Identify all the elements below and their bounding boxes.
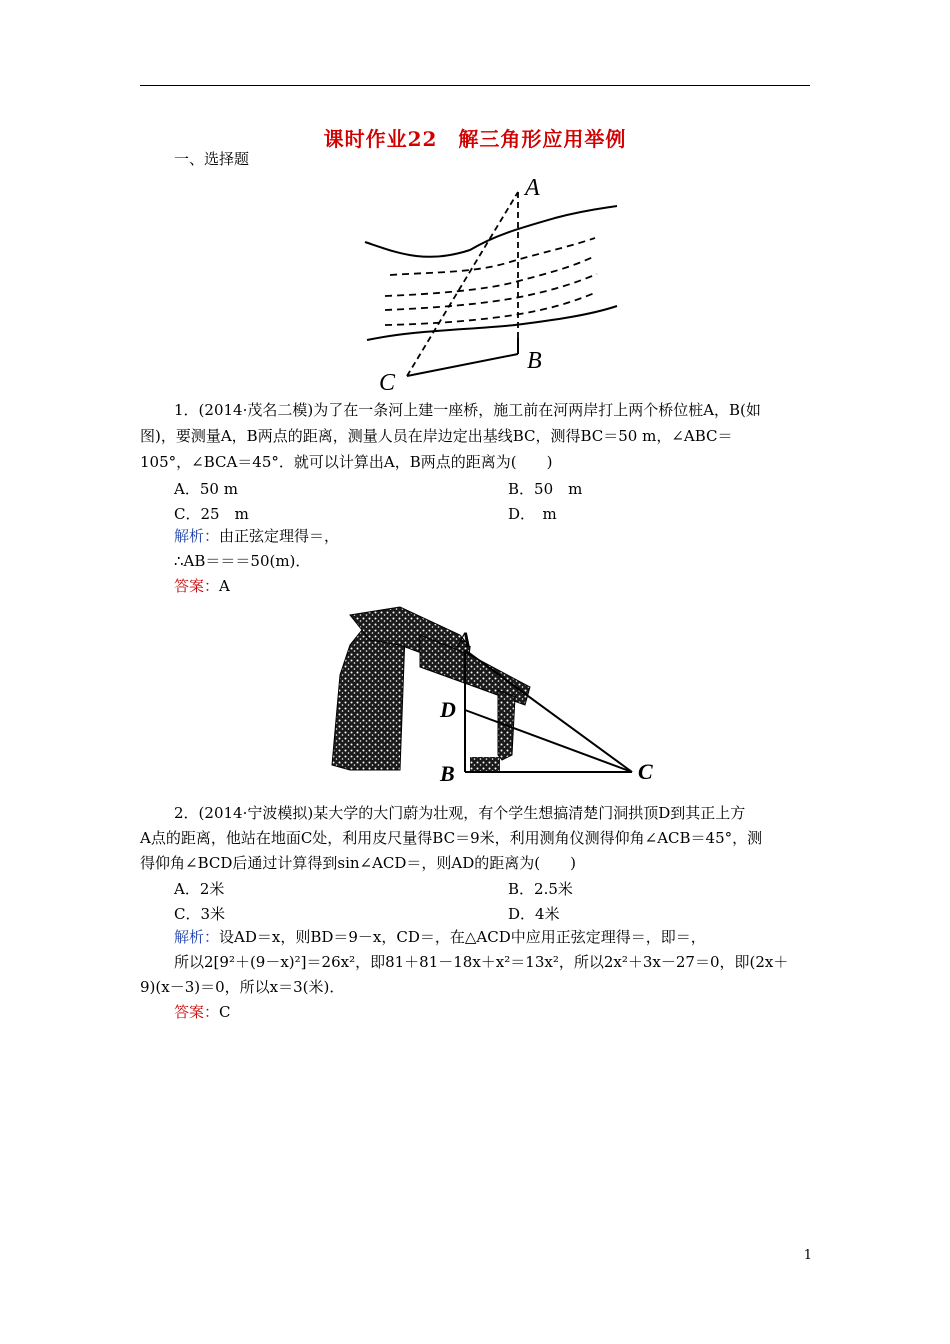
q2-analysis-3: 9)(x－3)＝0，所以x＝3(米)． (140, 978, 345, 996)
q2-analysis-2: 所以2[9²＋(9－x)²]＝26x²，即81＋81－18x＋x²＝13x²，所以2x²＋3x－27＝0，即(2x＋ (174, 953, 789, 971)
fig2-label-c: C (638, 759, 653, 784)
fig2-label-a: A (457, 627, 472, 652)
q1-analysis (174, 524, 339, 548)
q1-line-2: 图)，要测量A，B两点的距离，测量人员在岸边定出基线BC，测得BC＝50 m，∠ABC＝ (140, 427, 733, 445)
q2-answer (174, 1000, 231, 1024)
q1-analysis-2: ∴AB＝＝＝50(m)． (174, 552, 311, 570)
q1-line-1: 1．(2014·茂名二模)为了在一条河上建一座桥，施工前在河两岸打上两个桥位桩A，B(如 (174, 401, 761, 419)
header-rule (140, 85, 810, 86)
fig1-label-a: A (525, 175, 540, 201)
q1-analysis-label: 解析： (174, 527, 220, 545)
fig2-label-d: D (440, 697, 456, 722)
q2-answer-label: 答案： (174, 1003, 220, 1021)
river-bridge-figure (355, 170, 625, 395)
q2-option-d: D．4米 (508, 905, 560, 923)
q2-line-2: A点的距离，他站在地面C处，利用皮尺量得BC＝9米，利用测角仪测得仰角∠ACB＝45°，测 (140, 829, 763, 847)
gate-figure (320, 605, 670, 790)
q2-analysis-text: 设AD＝x，则BD＝9－x，CD＝，在△ACD中应用正弦定理得＝，即＝， (219, 928, 706, 946)
page-title: 课时作业22 解三角形应用举例 (323, 127, 627, 151)
q2-line-1: 2．(2014·宁波模拟)某大学的大门蔚为壮观，有个学生想搞清楚门洞拱顶D到其正上方 (174, 804, 746, 822)
q2-answer-value: C (219, 1003, 231, 1021)
q2-analysis-label: 解析： (174, 928, 220, 946)
q2-option-b: B．2.5米 (508, 880, 573, 898)
q1-answer (174, 574, 230, 598)
section-heading: 一、选择题 (174, 150, 250, 168)
q1-analysis-text: 由正弦定理得＝， (219, 527, 340, 545)
q1-option-b: B．50 m (508, 480, 583, 498)
q1-option-d: D． m (508, 505, 557, 523)
q2-option-c: C．3米 (174, 905, 226, 923)
q1-option-c: C．25 m (174, 505, 249, 523)
fig1-label-c: C (379, 370, 396, 395)
page-number: 1 (803, 1248, 812, 1263)
q1-answer-value: A (219, 577, 230, 595)
q1-option-a: A．50 m (174, 480, 238, 498)
fig1-label-b: B (527, 348, 542, 374)
q2-option-a: A．2米 (174, 880, 225, 898)
q2-analysis (174, 925, 706, 949)
q1-answer-label: 答案： (174, 577, 220, 595)
fig2-label-b: B (440, 761, 455, 786)
q1-line-3: 105°，∠BCA＝45°．就可以计算出A，B两点的距离为( ) (140, 453, 553, 471)
q2-line-3: 得仰角∠BCD后通过计算得到sin∠ACD＝，则AD的距离为( ) (140, 854, 576, 872)
